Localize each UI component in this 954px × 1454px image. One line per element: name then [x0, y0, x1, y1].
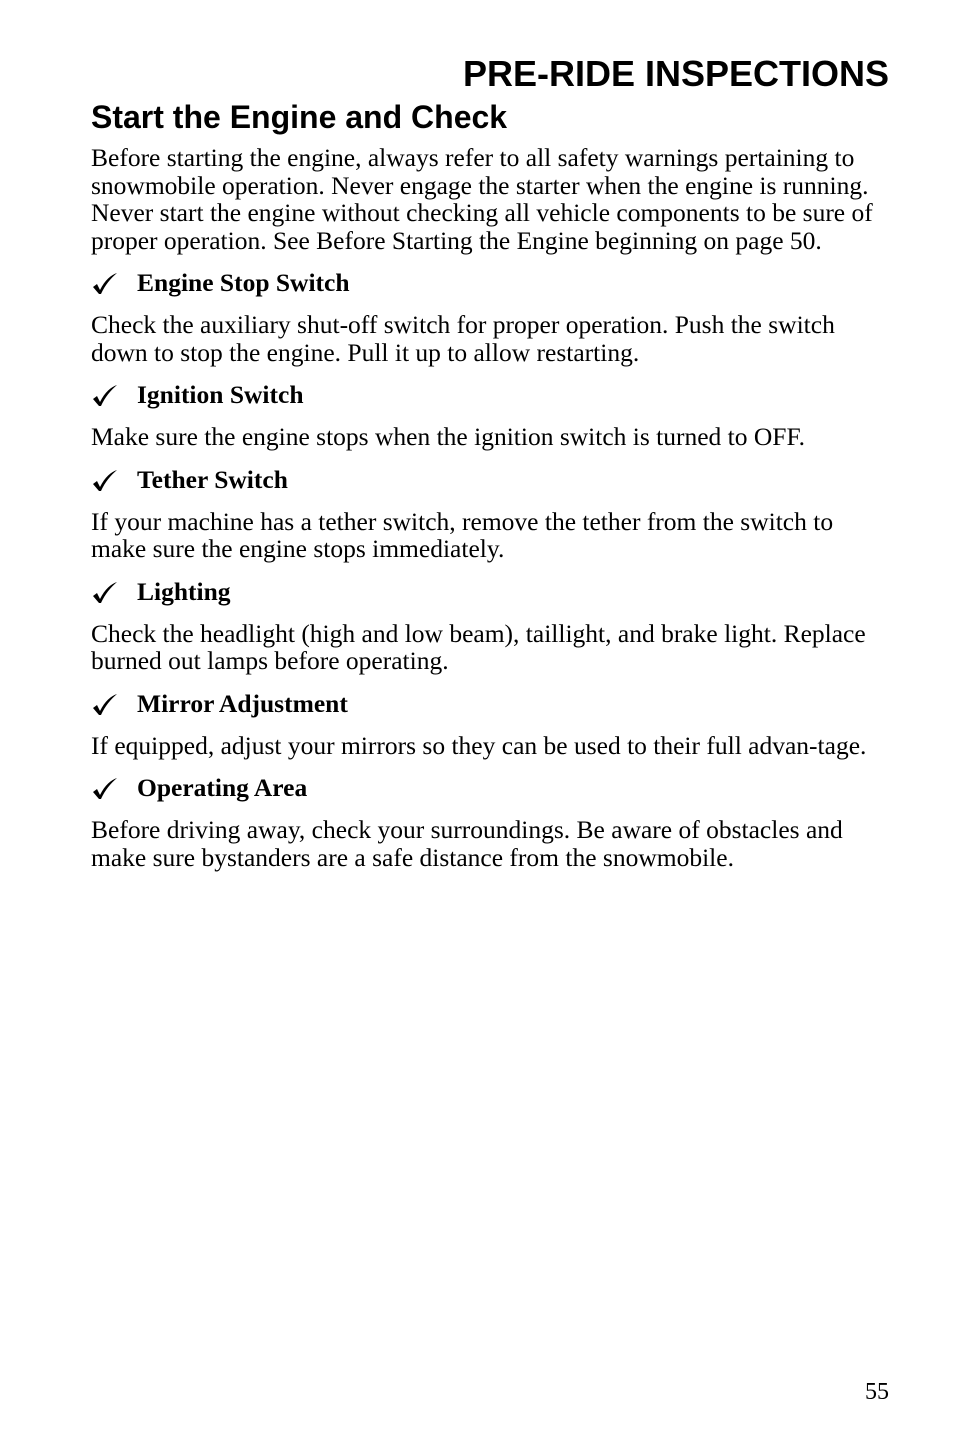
checkmark-icon: [91, 271, 119, 295]
check-item-operating-area: [91, 773, 889, 871]
check-heading-label: Lighting: [137, 576, 231, 606]
checkmark-icon: [91, 776, 119, 800]
checkmark-icon: [91, 383, 119, 407]
check-heading-label: Ignition Switch: [137, 380, 304, 409]
check-item-lighting: [91, 577, 889, 675]
check-heading-label: Tether Switch: [137, 464, 288, 494]
checkmark-icon: [91, 580, 119, 604]
check-heading-label: Mirror Adjustment: [137, 688, 348, 718]
check-description: Check the auxiliary shut-off switch for proper operation. Push the switch down to stop the engine. Pull it up to allow restarting.: [91, 310, 835, 367]
check-item-ignition-switch: [91, 380, 889, 451]
check-description: Before driving away, check your surroundings. Be aware of obstacles and make sure bystanders are a safe distance from the snowmobile.: [91, 815, 843, 872]
main-content: [91, 96, 889, 885]
section-title: Start the Engine and Check: [91, 99, 508, 135]
check-heading-label: Operating Area: [137, 773, 308, 802]
checkmark-icon: [91, 468, 119, 492]
check-description: If equipped, adjust your mirrors so they can be used to their full advan-tage.: [91, 730, 867, 760]
intro-paragraph: Before starting the engine, always refer to all safety warnings pertaining to snowmobile operation. Never engage the starter when the engine is running. Never start the engine without checking all vehicle components to be sure of proper operation. See Before Starting the Engine beginning on page 50.: [91, 143, 873, 255]
check-description: Make sure the engine stops when the ignition switch is turned to OFF.: [91, 422, 805, 451]
checkmark-icon: [91, 692, 119, 716]
check-description: Check the headlight (high and low beam), taillight, and brake light. Replace burned out lamps before operating.: [91, 618, 866, 675]
page-header: PRE-RIDE INSPECTIONS: [462, 53, 889, 94]
check-description: If your machine has a tether switch, remove the tether from the switch to make sure the engine stops immediately.: [91, 506, 834, 563]
check-item-mirror-adjustment: [91, 689, 889, 760]
check-item-engine-stop-switch: [91, 268, 889, 366]
page-number: 55: [865, 1379, 889, 1405]
check-item-tether-switch: [91, 465, 889, 563]
check-heading-label: Engine Stop Switch: [137, 268, 350, 297]
